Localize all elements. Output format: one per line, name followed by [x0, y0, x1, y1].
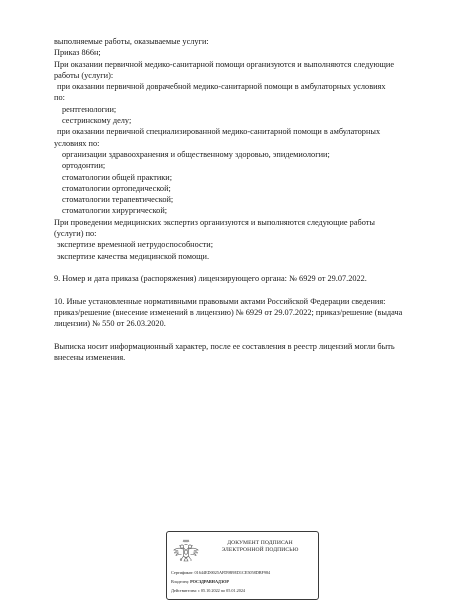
text-line: экспертизе качества медицинской помощи. [57, 251, 210, 261]
text-line: стоматологии общей практики; [62, 172, 173, 182]
text-line: работы (услуги): [54, 70, 114, 80]
text-line: стоматологии терапевтической; [62, 195, 174, 205]
eagle-emblem-icon [171, 537, 201, 567]
blank-line [54, 330, 424, 341]
certificate-label: Сертификат: [171, 570, 194, 575]
text-line: стоматологии ортопедической; [62, 183, 171, 193]
text-line: При оказании первичной медико-санитарной помощи организуются и выполняются следующие [54, 59, 395, 69]
text-line: при оказании первичной доврачебной медико-санитарной помощи в амбулаторных условиях [57, 82, 386, 92]
electronic-signature-stamp [166, 531, 319, 600]
stamp-title [203, 540, 317, 554]
text-line: рентгенологии; [62, 104, 117, 114]
owner-value: РОСЗДРАВНАДЗОР [190, 579, 229, 584]
owner-row [171, 577, 317, 586]
text-line: при оказании первичной специализированной медико-санитарной помощи в амбулаторных [57, 127, 381, 137]
text-line: по: [54, 93, 65, 103]
owner-label: Владелец: [171, 579, 190, 584]
text-line: При проведении медицинских экспертиз организуются и выполняются следующие работы [54, 217, 375, 227]
text-line: организации здравоохранения и общественному здоровью, эпидемиологии; [62, 149, 330, 159]
text-line: сестринскому делу; [62, 116, 132, 126]
text-line: стоматологии хирургической; [62, 206, 168, 216]
text-line: экспертизе временной нетрудоспособности; [57, 240, 214, 250]
stamp-title-line-2: ЭЛЕКТРОННОЙ ПОДПИСЬЮ [221, 547, 299, 553]
text-line: условиях по: [54, 138, 100, 148]
text-line: лицензии) № 550 от 26.03.2020. [54, 319, 166, 329]
text-line: Приказ 866н; [54, 48, 101, 58]
document-body [54, 36, 424, 364]
certificate-value: 01644ED0025AFD9B9ED1CE5058DBF984 [194, 570, 271, 575]
blank-line [54, 262, 424, 273]
text-line: Выписка носит информационный характер, после ее составления в реестр лицензий могли быть [54, 342, 395, 352]
text-line: выполняемые работы, оказываемые услуги: [54, 37, 209, 46]
certificate-row [171, 568, 317, 577]
blank-line [54, 285, 424, 296]
stamp-title-line-1: ДОКУМЕНТ ПОДПИСАН [227, 540, 293, 546]
validity-row: Действителен: с 05.10.2022 по 05.01.2024 [171, 588, 246, 593]
text-line: приказ/решение (внесение изменений в лицензию) № 6929 от 29.07.2022; приказ/решение (выдача [54, 308, 403, 318]
text-line: внесены изменения. [54, 353, 126, 363]
text-line: 10. Иные установленные нормативными правовыми актами Российской Федерации сведения: [54, 296, 386, 306]
text-line: (услуги) по: [54, 229, 97, 239]
text-line: 9. Номер и дата приказа (распоряжения) лицензирующего органа: № 6929 от 29.07.2022. [54, 274, 367, 284]
text-line: ортодонтии; [62, 161, 106, 171]
stamp-details [171, 568, 317, 595]
